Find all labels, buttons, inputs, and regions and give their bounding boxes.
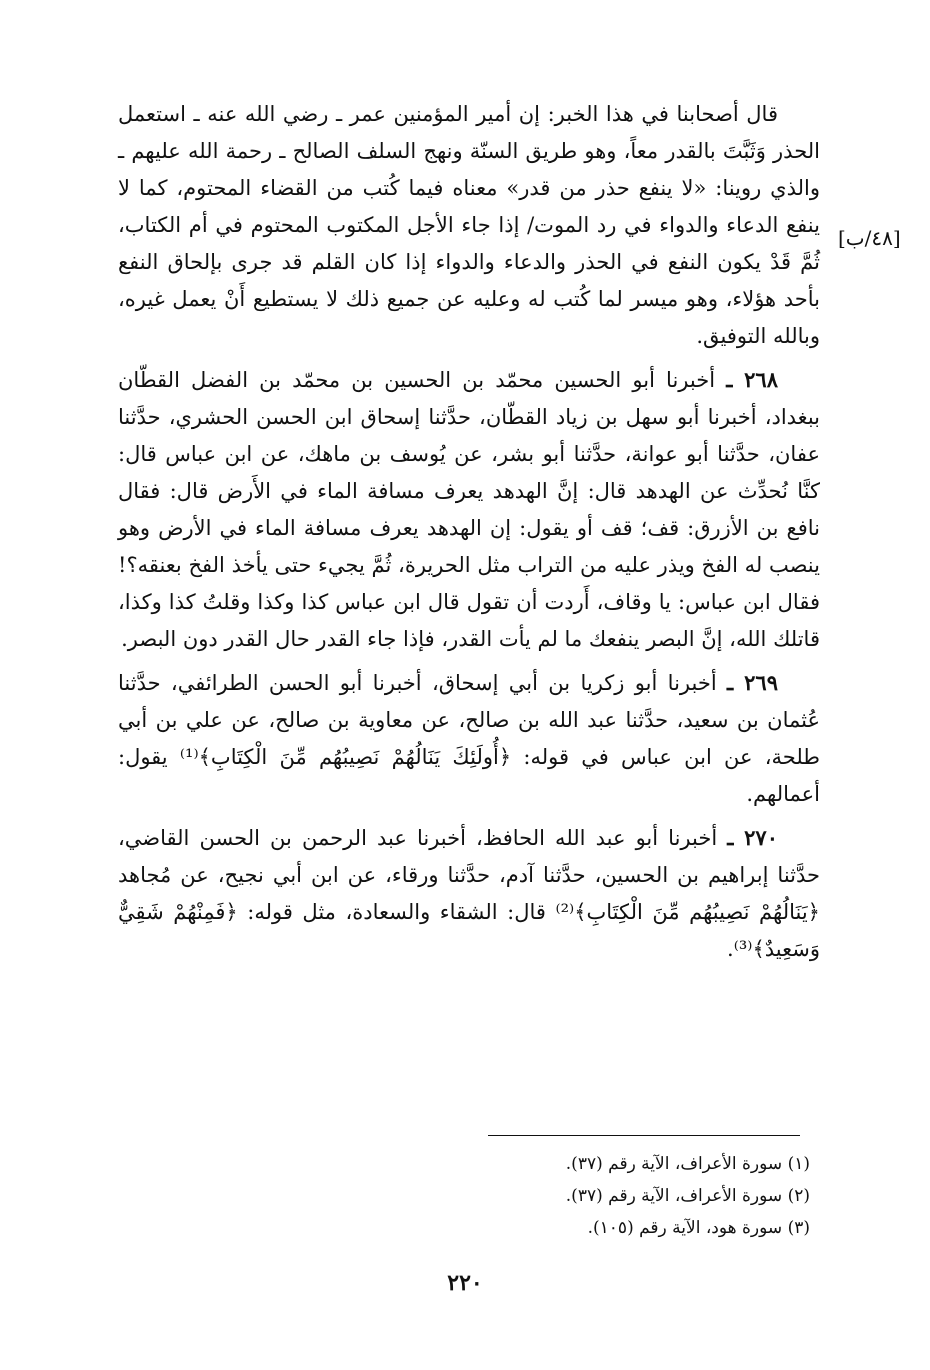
footnote-3: (٣) سورة هود، الآية رقم (١٠٥). xyxy=(587,1218,810,1238)
paragraph-text: قال أصحابنا في هذا الخبر: إن أمير المؤمنين عمر ـ رضي الله عنه ـ استعمل الحذر وَثَبَّتَ بالقدر معاً، وهو طريق السنّة ونهج السلف الصالح ـ رحمة الله عليهم ـ والذي روينا: «لا ينفع حذر من قدر» معناه فيما كُتب من القضاء المحتوم، كما لا ينفع الدعاء والدواء في رد الموت/ إذا جاء الأجل المكتوب المحتوم في أم الكتاب، ثُمَّ قَدْ يكون النفع في الحذر والدعاء والدواء إذا كان القلم قد جرى بإلحاق النفع بأحد هؤلاء، وهو ميسر لما كُتب له وعليه عن جميع ذلك لا يستطيع أَنْ يعمل غيره، وبالله التوفيق. xyxy=(118,102,820,348)
main-text xyxy=(118,95,820,974)
paragraph-text: أخبرنا أبو عبد الله الحافظ، أخبرنا عبد الرحمن بن الحسن القاضي، حدَّثنا إبراهيم بن الحسين، حدَّثنا آدم، حدَّثنا ورقاء، عن ابن أبي نجيح، عن مُجاهد ﴿يَنَالُهُمْ نَصِيبُهُم مِّنَ الْكِتَابِ﴾⁽²⁾ قال: الشقاء والسعادة، مثل قوله: ﴿فَمِنْهُمْ شَقِيٌّ وَسَعِيدٌ﴾⁽³⁾. xyxy=(118,826,820,961)
footnote-1: (١) سورة الأعراف، الآية رقم (٣٧). xyxy=(565,1154,810,1174)
footnote-separator xyxy=(488,1135,800,1136)
paragraph-text: أخبرنا أبو الحسين محمّد بن الحسين بن محمّد بن الفضل القطّان ببغداد، أخبرنا أبو سهل بن زياد القطّان، حدَّثنا إسحاق ابن الحسن الحشري، حدَّثنا عفان، حدَّثنا أبو عوانة، حدَّثنا أبو بشر، عن يُوسف بن ماهك، عن ابن عباس قال: كنَّا نُحدِّث عن الهدهد قال: إنَّ الهدهد يعرف مسافة الماء في الأَرض قال: فقال نافع بن الأزرق: قف؛ قف أو يقول: إن الهدهد يعرف مسافة الماء في الأرض وهو ينصب له الفخ ويذر عليه من التراب مثل الحريرة، ثُمَّ يجيء حتى يأخذ الفخ بعنقه؟! فقال ابن عباس: يا وقاف، أَردت أن تقول قال ابن عباس كذا وكذا وقلتُ كذا وكذا، قاتلك الله، إنَّ البصر ينفعك ما لم يأت القدر، فإذا جاء القدر حال القدر دون البصر. xyxy=(118,368,820,651)
page-number: ٢٢٠ xyxy=(447,1270,483,1296)
paragraph-number: ٢٦٨ ـ xyxy=(726,367,778,392)
margin-folio-note: [٤٨/ب] xyxy=(838,226,901,250)
paragraph-number: ٢٦٩ ـ xyxy=(727,670,778,695)
paragraph-270 xyxy=(118,819,820,968)
paragraph-268 xyxy=(118,361,820,658)
footnotes xyxy=(430,1148,810,1244)
footnote-2: (٢) سورة الأعراف، الآية رقم (٣٧). xyxy=(565,1186,810,1206)
paragraph-number: ٢٧٠ ـ xyxy=(727,825,778,850)
paragraph-269 xyxy=(118,664,820,813)
paragraph-text: أخبرنا أبو زكريا بن أبي إسحاق، أخبرنا أبو الحسن الطرائفي، حدَّثنا عُثمان بن سعيد، حدَّثنا عبد الله بن صالح، عن معاوية بن صالح، عن علي بن أبي طلحة، عن ابن عباس في قوله: ﴿أُولَئِكَ يَنَالُهُمْ نَصِيبُهُم مِّنَ الْكِتَابِ﴾⁽¹⁾ يقول: أعمالهم. xyxy=(118,671,820,806)
paragraph-intro xyxy=(118,95,820,355)
